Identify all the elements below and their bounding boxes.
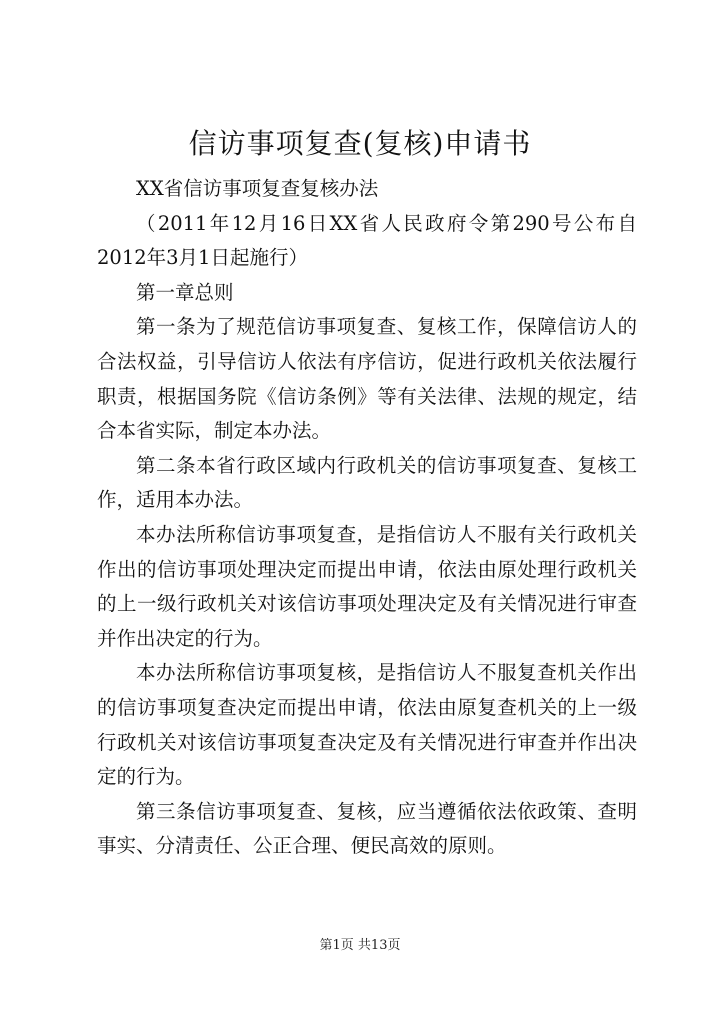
paragraph-regulation-name: XX省信访事项复查复核办法 [136, 177, 379, 200]
paragraph-review-definition: 本办法所称信访事项复查，是指信访人不服有关行政机关作出的信访事项处理决定而提出申请，依法由原处理行政机关的上一级行政机关对该信访事项处理决定及有关情况进行审查并作出决定的行为。 [97, 522, 637, 650]
page-number-footer: 第1页 共13页 [319, 938, 401, 953]
paragraph-promulgation-note: （2011年12月16日XX省人民政府令第290号公布自2012年3月1日起施行） [97, 211, 637, 270]
paragraph-article-3: 第三条信访事项复查、复核，应当遵循依法依政策、查明事实、分清责任、公正合理、便民高效的原则。 [97, 799, 637, 858]
paragraph-article-2: 第二条本省行政区域内行政机关的信访事项复查、复核工作，适用本办法。 [97, 453, 637, 512]
paragraph-recheck-definition: 本办法所称信访事项复核，是指信访人不服复查机关作出的信访事项复查决定而提出申请，依法由原复查机关的上一级行政机关对该信访事项复查决定及有关情况进行审查并作出决定的行为。 [97, 661, 637, 789]
paragraph-article-1: 第一条为了规范信访事项复查、复核工作，保障信访人的合法权益，引导信访人依法有序信访，促进行政机关依法履行职责，根据国务院《信访条例》等有关法律、法规的规定，结合本省实际，制定本办法。 [97, 315, 637, 443]
document-title: 信访事项复查(复核)申请书 [188, 127, 532, 160]
document-body [97, 172, 637, 864]
paragraph-chapter-heading: 第一章总则 [136, 280, 234, 304]
